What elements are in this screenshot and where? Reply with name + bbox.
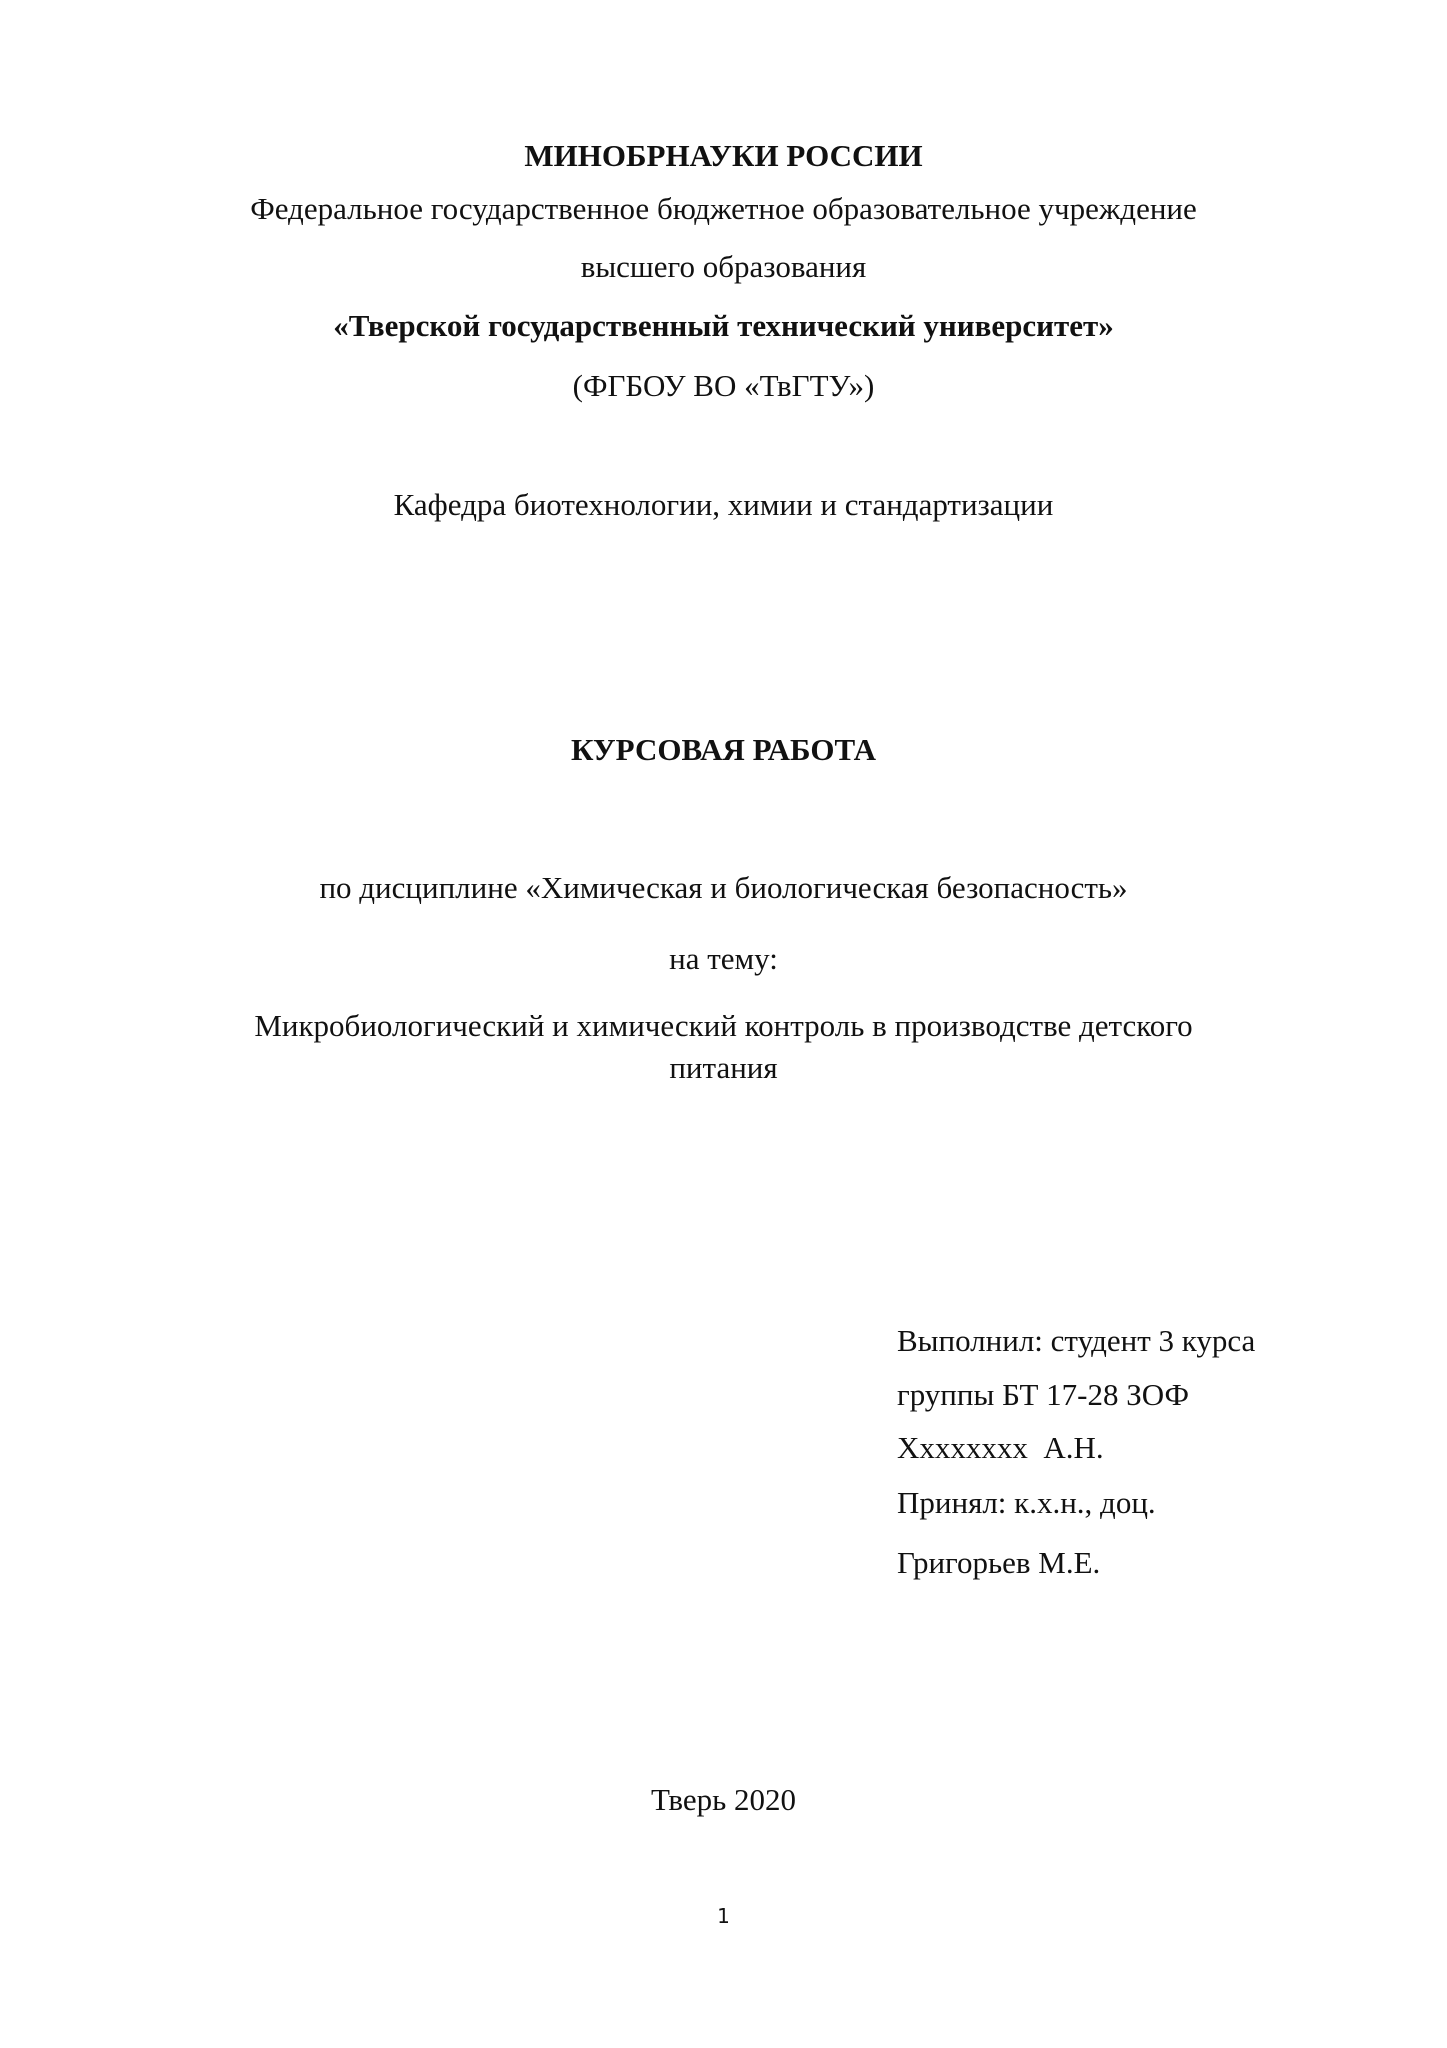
city-year: Тверь 2020 xyxy=(651,1782,796,1817)
ministry-heading: МИНОБРНАУКИ РОССИИ xyxy=(524,138,923,173)
department-name: Кафедра биотехнологии, химии и стандартизации xyxy=(393,487,1054,522)
institution-line-2: высшего образования xyxy=(580,249,867,284)
supervisor-name-line: Григорьев М.Е. xyxy=(897,1545,1101,1580)
student-name-line: Хxxxxxxx А.Н. xyxy=(897,1430,1104,1465)
institution-line-1: Федеральное государственное бюджетное образовательное учреждение xyxy=(250,191,1197,226)
topic-line-2: питания xyxy=(669,1050,778,1085)
performed-by-line: Выполнил: студент 3 курса xyxy=(897,1323,1256,1358)
discipline-line: по дисциплине «Химическая и биологическая безопасность» xyxy=(319,870,1128,905)
university-name: «Тверской государственный технический университет» xyxy=(333,308,1114,343)
topic-line-1: Микробиологический и химический контроль в производстве детского xyxy=(254,1008,1193,1043)
accepted-by-line: Принял: к.х.н., доц. xyxy=(897,1485,1156,1520)
group-line: группы БТ 17-28 ЗОФ xyxy=(897,1377,1190,1412)
topic-label: на тему: xyxy=(669,941,778,976)
page-number: 1 xyxy=(717,1904,730,1928)
university-abbreviation: (ФГБОУ ВО «ТвГТУ») xyxy=(572,368,875,403)
work-type-title: КУРСОВАЯ РАБОТА xyxy=(571,732,876,767)
